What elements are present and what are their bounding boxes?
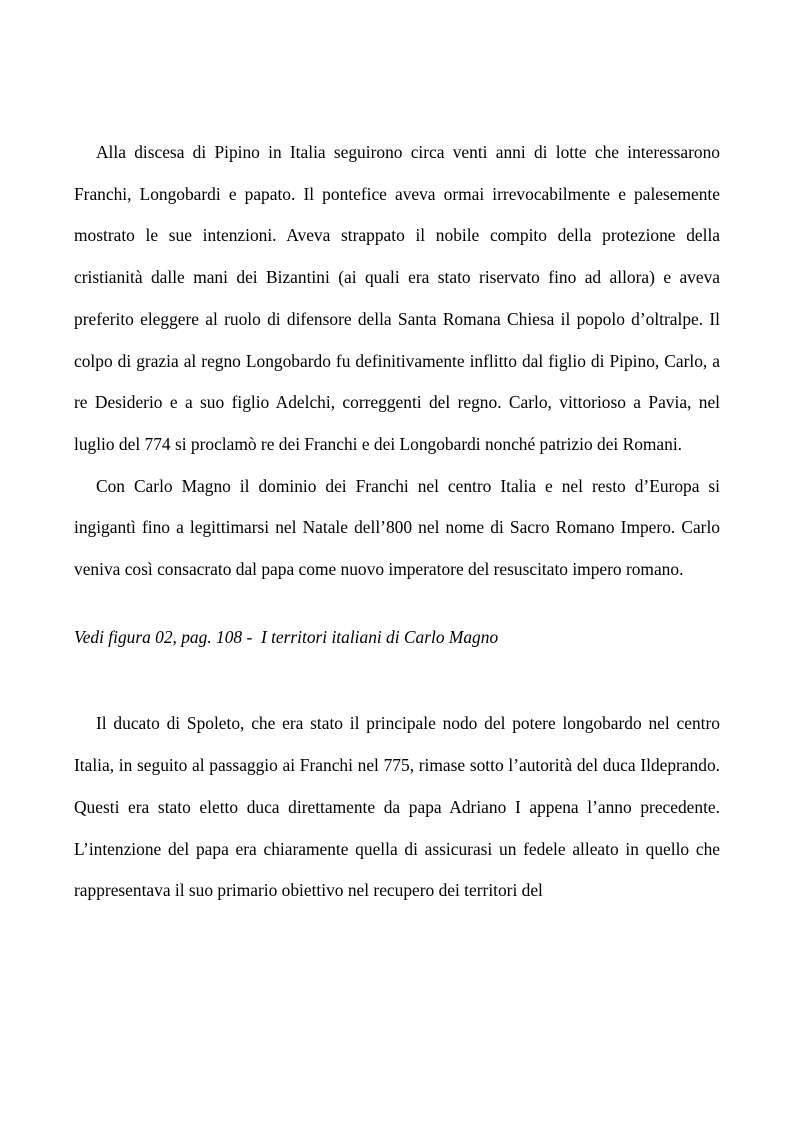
paragraph-carlo-magno: Con Carlo Magno il dominio dei Franchi nel centro Italia e nel resto d’Europa si ingigantì fino a legittimarsi nel Natale dell’800 nel nome di Sacro Romano Impero. Carlo veniva così consacrato dal papa come nuovo imperatore del resuscitato impero romano.: [74, 475, 720, 580]
document-page: [74, 132, 720, 912]
spacer: [74, 658, 720, 703]
spacer: [74, 591, 720, 617]
figure-reference: Vedi figura 02, pag. 108 - I territori italiani di Carlo Magno: [74, 626, 499, 647]
paragraph-pipino: Alla discesa di Pipino in Italia seguirono circa venti anni di lotte che interessarono Franchi, Longobardi e papato. Il pontefice aveva ormai irrevocabilmente e palesemente mostrato le sue intenzioni. Aveva strappato il nobile compito della protezione della cristianità dalle mani dei Bizantini (ai quali era stato riservato fino ad allora) e aveva preferito eleggere al ruolo di difensore della Santa Romana Chiesa il popolo d’oltralpe. Il colpo di grazia al regno Longobardo fu definitivamente inflitto dal figlio di Pipino, Carlo, a re Desiderio e a suo figlio Adelchi, correggenti del regno. Carlo, vittorioso a Pavia, nel luglio del 774 si proclamò re dei Franchi e dei Longobardi nonché patrizio dei Romani.: [74, 142, 720, 454]
paragraph-spoleto: Il ducato di Spoleto, che era stato il principale nodo del potere longobardo nel centro Italia, in seguito al passaggio ai Franchi nel 775, rimase sotto l’autorità del duca Ildeprando. Questi era stato eletto duca direttamente da papa Adriano I appena l’anno precedente. L’intenzione del papa era chiaramente quella di assicurasi un fedele alleato in quello che rappresentava il suo primario obiettivo nel recupero dei territori del: [74, 713, 720, 901]
